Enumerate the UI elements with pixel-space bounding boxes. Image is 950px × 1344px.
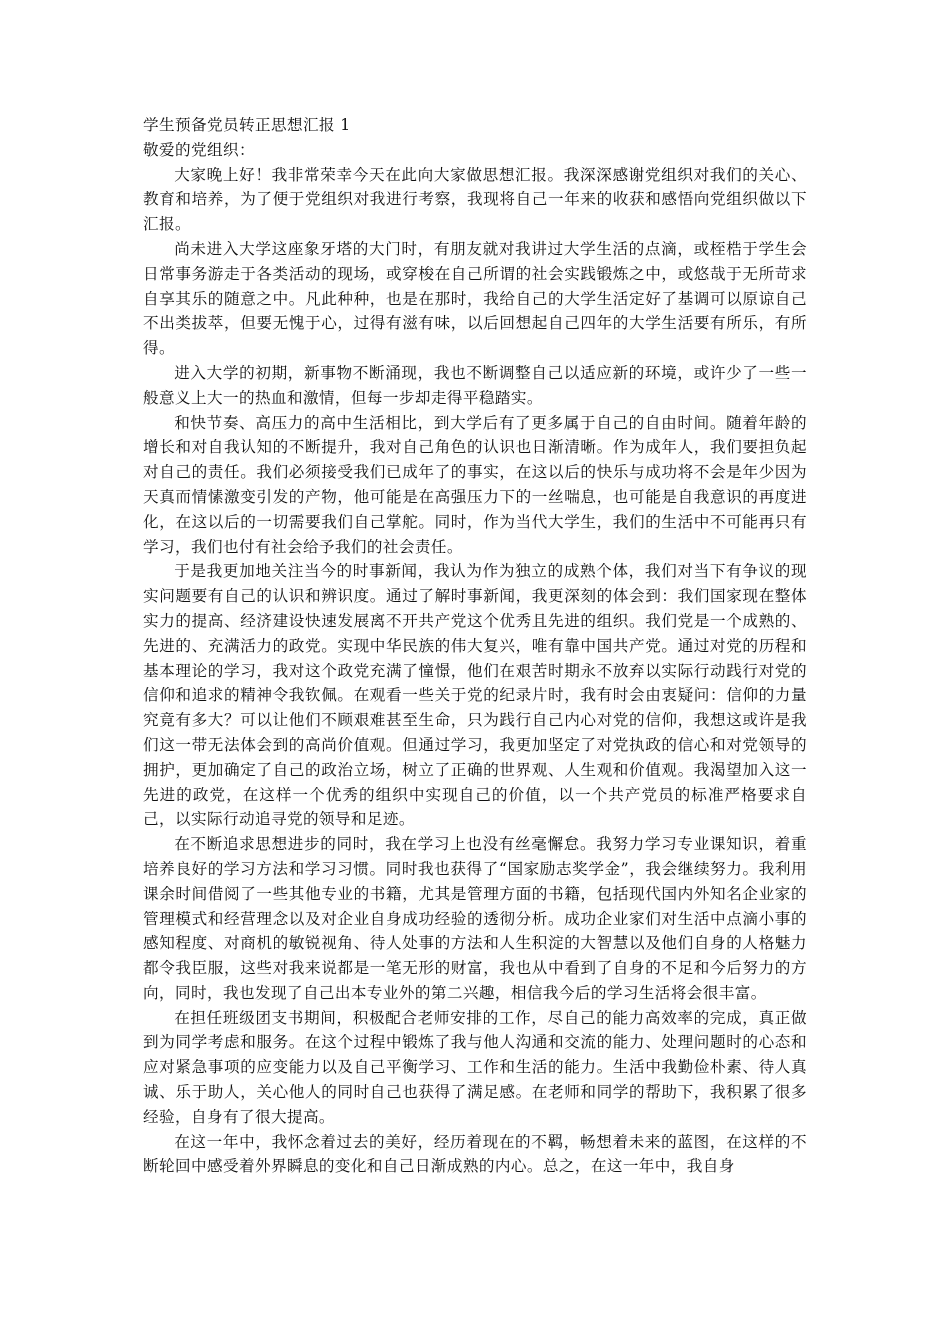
paragraph-1: 大家晚上好！我非常荣幸今天在此向大家做思想汇报。我深深感谢党组织对我们的关心、教育和培养，为了便于党组织对我进行考察，我现将自己一年来的收获和感悟向党组织做以下汇报。 [143,165,807,234]
document-title: 学生预备党员转正思想汇报 1 [143,116,351,134]
paragraph-2: 尚未进入大学这座象牙塔的大门时，有朋友就对我讲过大学生活的点滴，或桎梏于学生会日常事务游走于各类活动的现场，或穿梭在自己所谓的社会实践锻炼之中，或悠哉于无所苛求自享其乐的随意之中。凡此种种，也是在那时，我给自己的大学生活定好了基调可以原谅自己不出类拔萃，但要无愧于心，过得有滋有味，以后回想起自己四年的大学生活要有所乐，有所得。 [143,239,807,358]
document-body [143,113,807,1179]
paragraph-4: 和快节奏、高压力的高中生活相比，到大学后有了更多属于自己的自由时间。随着年龄的增长和对自我认知的不断提升，我对自己角色的认识也日渐清晰。作为成年人，我们要担负起对自己的责任。我们必须接受我们已成年了的事实，在这以后的快乐与成功将不会是年少因为天真而情愫激变引发的产物，他可能是在高强压力下的一丝喘息，也可能是自我意识的再度进化，在这以后的一切需要我们自己掌舵。同时，作为当代大学生，我们的生活中不可能再只有学习，我们也付有社会给予我们的社会责任。 [143,413,807,556]
paragraph-6: 在不断追求思想进步的同时，我在学习上也没有丝毫懈怠。我努力学习专业课知识，着重培养良好的学习方法和学习习惯。同时我也获得了“国家励志奖学金”，我会继续努力。我利用课余时间借阅了一些其他专业的书籍，尤其是管理方面的书籍，包括现代国内外知名企业家的管理模式和经营理念以及对企业自身成功经验的透彻分析。成功企业家们对生活中点滴小事的感知程度、对商机的敏锐视角、待人处事的方法和人生积淀的大智慧以及他们自身的人格魅力都令我臣服，这些对我来说都是一笔无形的财富，我也从中看到了自身的不足和今后努力的方向，同时，我也发现了自己出本专业外的第二兴趣，相信我今后的学习生活将会很丰富。 [143,835,807,1002]
paragraph-3: 进入大学的初期，新事物不断涌现，我也不断调整自己以适应新的环境，或许少了一些一般意义上大一的热血和激情，但每一步却走得平稳踏实。 [143,363,807,407]
paragraph-5: 于是我更加地关注当今的时事新闻，我认为作为独立的成熟个体，我们对当下有争议的现实问题要有自己的认识和辨识度。通过了解时事新闻，我更深刻的体会到：我们国家现在整体实力的提高、经济建设快速发展离不开共产党这个优秀且先进的组织。我们党是一个成熟的、先进的、充满活力的政党。实现中华民族的伟大复兴，唯有靠中国共产党。通过对党的历程和基本理论的学习，我对这个政党充满了憧憬，他们在艰苦时期永不放弃以实际行动践行对党的信仰和追求的精神令我钦佩。在观看一些关于党的纪录片时，我有时会由衷疑问：信仰的力量究竟有多大？可以让他们不顾艰难甚至生命，只为践行自己内心对党的信仰，我想这或许是我们这一带无法体会到的高尚价值观。但通过学习，我更加坚定了对党执政的信心和对党领导的拥护，更加确定了自己的政治立场，树立了正确的世界观、人生观和价值观。我渴望加入这一先进的政党，在这样一个优秀的组织中实现自己的价值，以一个共产党员的标准严格要求自己，以实际行动追寻党的领导和足迹。 [143,562,807,829]
paragraph-8: 在这一年中，我怀念着过去的美好，经历着现在的不羁，畅想着未来的蓝图，在这样的不断轮回中感受着外界瞬息的变化和自己日渐成熟的内心。总之，在这一年中，我自身 [143,1132,807,1176]
paragraph-7: 在担任班级团支书期间，积极配合老师安排的工作，尽自己的能力高效率的完成，真正做到为同学考虑和服务。在这个过程中锻炼了我与他人沟通和交流的能力、处理问题时的心态和应对紧急事项的应变能力以及自己平衡学习、工作和生活的能力。生活中我勤俭朴素、待人真诚、乐于助人，关心他人的同时自己也获得了满足感。在老师和同学的帮助下，我积累了很多经验，自身有了很大提高。 [143,1008,807,1126]
salutation: 敬爱的党组织： [143,140,255,159]
